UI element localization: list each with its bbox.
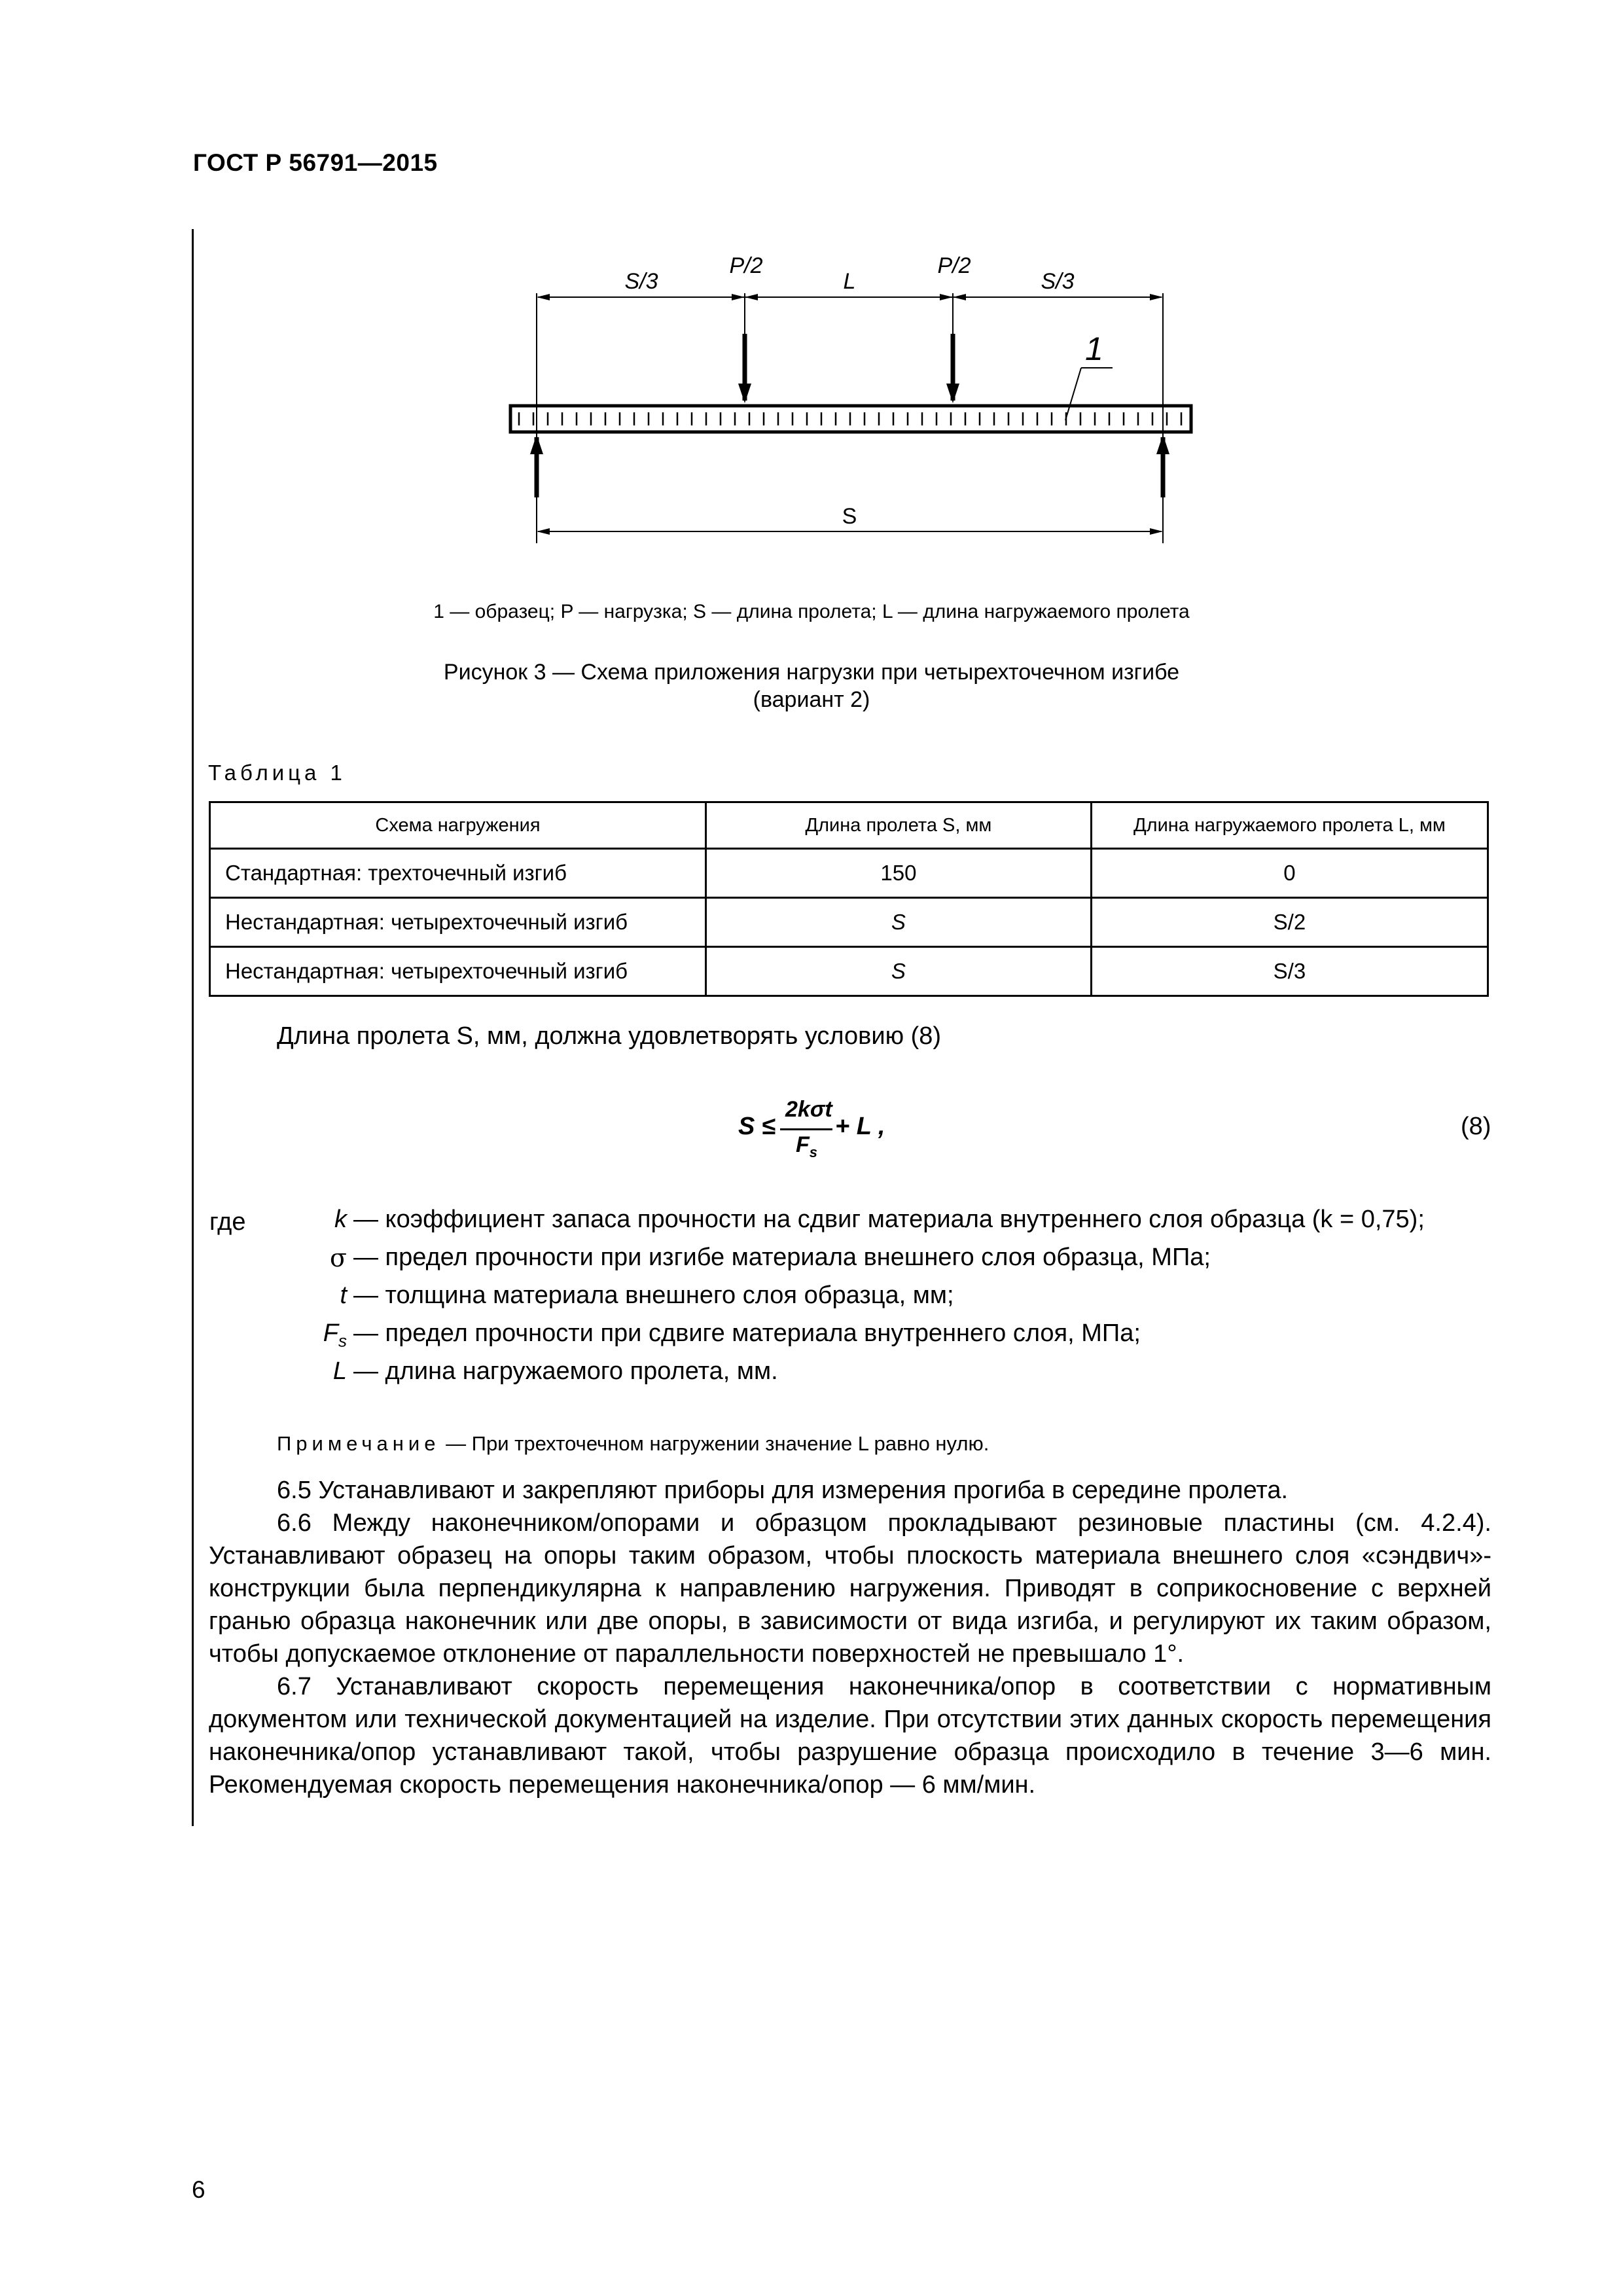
page-number: 6 — [192, 2176, 205, 2203]
paragraph-6-5: 6.5 Устанавливают и закрепляют приборы для измерения прогиба в середине пролета. — [277, 1477, 1289, 1504]
def-symbol: $F_s$ — [323, 1319, 347, 1351]
table-cell: 0 — [1091, 849, 1488, 898]
definition-row — [196, 1319, 1505, 1359]
figure-caption — [0, 658, 1623, 713]
definition-row — [196, 1206, 1505, 1245]
formula-lhs: S ≤ — [738, 1113, 776, 1140]
table-row — [210, 947, 1488, 996]
margin-revision-line — [192, 229, 194, 1826]
formula-intro: Длина пролета S, мм, должна удовлетворять условию (8) — [277, 1022, 942, 1050]
table-header-row — [210, 802, 1488, 849]
table-cell: S — [705, 898, 1091, 947]
label-s3-left: S/3 — [624, 269, 658, 294]
definition-row — [196, 1357, 1505, 1397]
table-header-cell: Длина нагружаемого пролета L, мм — [1091, 802, 1488, 849]
figure-legend: 1 — образец; P — нагрузка; S — длина пролета; L — длина нагружаемого пролета — [433, 601, 1190, 622]
table-header-cell: Схема нагружения — [210, 802, 706, 849]
label-s-span: S — [842, 504, 857, 529]
equation-number: (8) — [1461, 1113, 1491, 1140]
table-cell: Нестандартная: четырехточечный изгиб — [210, 947, 706, 996]
table-cell: Стандартная: трехточечный изгиб — [210, 849, 706, 898]
def-text: — предел прочности при изгибе материала внешнего слоя образца, МПа; — [353, 1244, 1211, 1271]
note-text: — При трехточечном нагружении значение L равно нулю. — [446, 1432, 990, 1455]
loading-scheme-diagram — [497, 249, 1217, 550]
table-1 — [209, 801, 1489, 997]
paragraph-6-6: 6.6 Между наконечником/опорами и образцом прокладывают резиновые пластины (см. 4.2.4). Устанавливают образец на опоры таким образом, чтобы плоскость материала внешнего слоя «сэндвич»-конструкции была перпендикулярна к направлению нагружения. Приводят в соприкосновение с верхней гранью образца наконечник или две опоры, в зависимости от вида изгиба, и регулируют их таким образом, чтобы допускаемое отклонение от параллельности поверхностей не превышало 1°. — [209, 1509, 1491, 1668]
table-cell: Нестандартная: четырехточечный изгиб — [210, 898, 706, 947]
definition-row — [196, 1282, 1505, 1321]
fraction-bar — [780, 1128, 832, 1130]
table-cell: 150 — [705, 849, 1091, 898]
def-symbol: σ — [330, 1244, 347, 1272]
item-1-label: 1 — [1085, 331, 1103, 367]
label-p2-left: P/2 — [729, 253, 763, 278]
table-row — [210, 849, 1488, 898]
def-text: — предел прочности при сдвиге материала внутреннего слоя, МПа; — [353, 1319, 1141, 1347]
table-header-cell: Длина пролета S, мм — [705, 802, 1091, 849]
where-word: где — [209, 1208, 246, 1236]
formula-8 — [738, 1097, 908, 1169]
table-row — [210, 898, 1488, 947]
def-text: — коэффициент запаса прочности на сдвиг материала внутреннего слоя образца (k = 0,75); — [353, 1206, 1425, 1233]
table-cell: S — [705, 947, 1091, 996]
def-text: — толщина материала внешнего слоя образца, мм; — [353, 1282, 954, 1309]
specimen-beam — [510, 406, 1191, 432]
note — [277, 1432, 989, 1456]
formula-rest: + L , — [835, 1113, 885, 1140]
formula-numerator: 2kσt — [785, 1097, 832, 1122]
figure-caption-line2: (вариант 2) — [753, 687, 870, 712]
document-code: ГОСТ Р 56791—2015 — [193, 149, 438, 176]
paragraph-6-7: 6.7 Устанавливают скорость перемещения наконечника/опор в соответствии с нормативным документом или технической документацией на изделие. При отсутствии этих данных скорость перемещения наконечника/опор устанавливают такой, чтобы разрушение образца происходило в течение 3—6 мин. Рекомендуемая скорость перемещения наконечника/опор — 6 мм/мин. — [209, 1673, 1491, 1799]
definition-row — [196, 1244, 1505, 1283]
table-cell: S/2 — [1091, 898, 1488, 947]
label-l-span: L — [843, 269, 856, 294]
formula-denominator: $F_s$ — [796, 1132, 818, 1160]
label-p2-right: P/2 — [937, 253, 971, 278]
table-label: Таблица 1 — [208, 761, 346, 785]
table-cell: S/3 — [1091, 947, 1488, 996]
label-s3-right: S/3 — [1041, 269, 1075, 294]
def-symbol: L — [332, 1357, 347, 1385]
def-text: — длина нагружаемого пролета, мм. — [353, 1357, 778, 1385]
figure-caption-line1: Рисунок 3 — Схема приложения нагрузки при четырехточечном изгибе — [443, 660, 1180, 685]
def-symbol: t — [340, 1282, 347, 1309]
def-symbol: k — [334, 1206, 347, 1233]
note-label: Примечание — [277, 1432, 440, 1455]
